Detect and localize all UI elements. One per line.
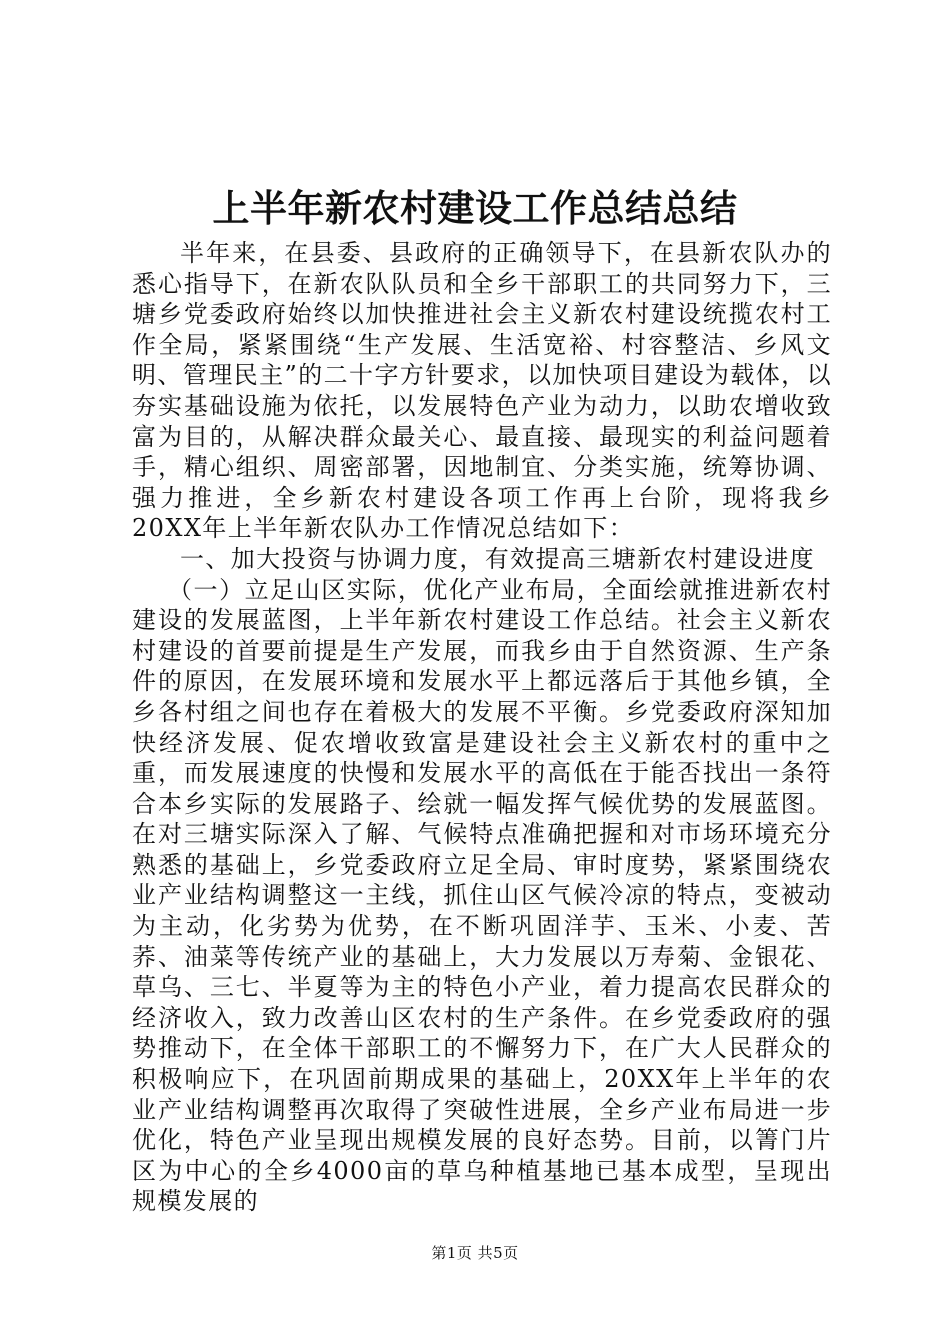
document-title: 上半年新农村建设工作总结总结 — [212, 186, 738, 230]
paragraph-section-1: （一）立足山区实际，优化产业布局，全面绘就推进新农村建设的发展蓝图，上半年新农村建设工作总结。社会主义新农村建设的首要前提是生产发展，而我乡由于自然资源、生产条件的原因，在发展环境和发展水平上都远落后于其他乡镇，全乡各村组之间也存在着极大的发展不平衡。乡党委政府深知加快经济发展、促农增收致富是建设社会主义新农村的重中之重，而发展速度的快慢和发展水平的高低在于能否找出一条符合本乡实际的发展路子、绘就一幅发挥气候优势的发展蓝图。在对三塘实际深入了解、气候特点准确把握和对市场环境充分熟悉的基础上，乡党委政府立足全局、审时度势，紧紧围绕农业产业结构调整这一主线，抓住山区气候冷凉的特点，变被动为主动，化劣势为优势，在不断巩固洋芋、玉米、小麦、苦荞、油菜等传统产业的基础上，大力发展以万寿菊、金银花、草乌、三七、半夏等为主的特色小产业，着力提高农民群众的经济收入，致力改善山区农村的生产条件。在乡党委政府的强势推动下，在全体干部职工的不懈努力下，在广大人民群众的积极响应下，在巩固前期成果的基础上，20XX年上半年的农业产业结构调整再次取得了突破性进展，全乡产业布局进一步优化，特色产业呈现出规模发展的良好态势。目前，以箐门片区为中心的全乡4000亩的草乌种植基地已基本成型，呈现出规模发展的 — [132, 575, 832, 1216]
page-footer: 第1页 共5页 — [431, 1244, 519, 1262]
section-heading: 一、加大投资与协调力度，有效提高三塘新农村建设进度 — [180, 544, 815, 573]
document-body — [132, 238, 832, 1217]
paragraph-intro: 半年来，在县委、县政府的正确领导下，在县新农队办的悉心指导下，在新农队队员和全乡干部职工的共同努力下，三塘乡党委政府始终以加快推进社会主义新农村建设统揽农村工作全局，紧紧围绕“生产发展、生活宽裕、村容整洁、乡风文明、管理民主”的二十字方针要求，以加快项目建设为载体，以夯实基础设施为依托，以发展特色产业为动力，以助农增收致富为目的，从解决群众最关心、最直接、最现实的利益问题着手，精心组织、周密部署，因地制宜、分类实施，统筹协调、强力推进，全乡新农村建设各项工作再上台阶，现将我乡20XX年上半年新农队办工作情况总结如下： — [132, 239, 832, 543]
